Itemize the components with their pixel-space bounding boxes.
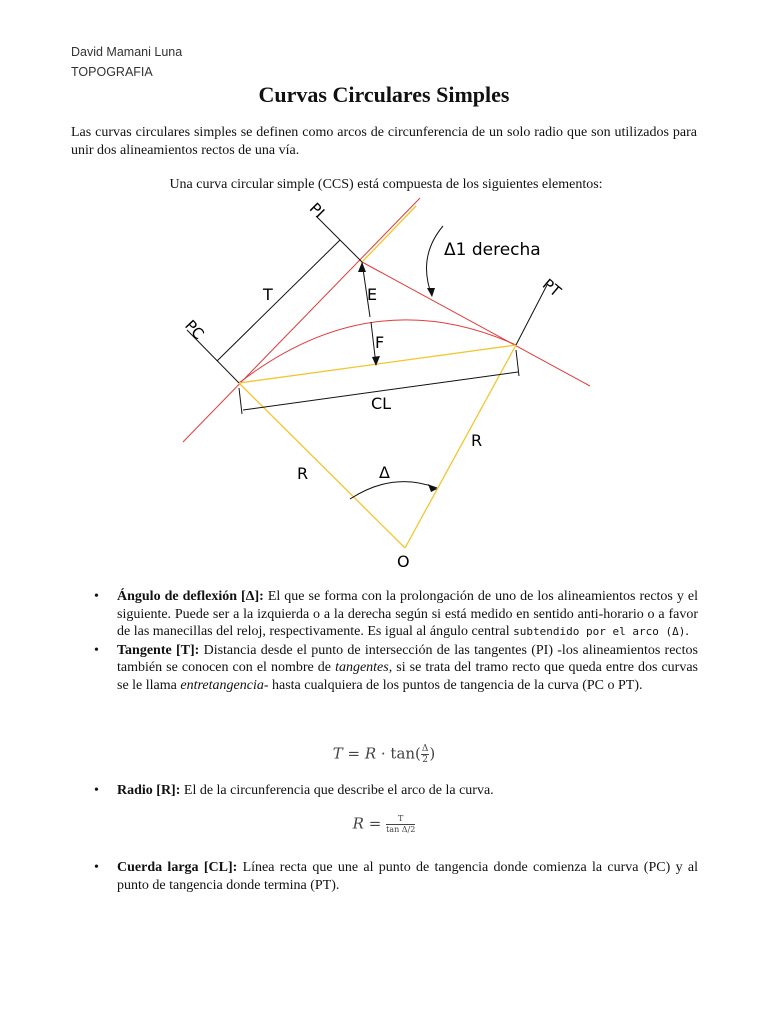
formula-t-num: Δ bbox=[421, 744, 429, 754]
radius-line-right bbox=[405, 345, 516, 548]
term-tangent: Tangente [T]: bbox=[117, 642, 200, 658]
deflection-label: Δ1 derecha bbox=[444, 240, 541, 260]
pt-leader bbox=[516, 285, 547, 345]
lead-sentence: Una curva circular simple (CCS) está compuesta de los siguientes elementos: bbox=[169, 177, 603, 192]
formula-r-num: T bbox=[386, 814, 415, 825]
delta-label: Δ bbox=[379, 463, 390, 482]
list-item-angle bbox=[94, 588, 698, 641]
t-dimension-line bbox=[217, 240, 340, 361]
bullet-dot: • bbox=[94, 589, 99, 604]
formula-t-lhs: T bbox=[332, 744, 343, 763]
deflection-arc bbox=[427, 226, 443, 296]
formula-t-r: R bbox=[364, 744, 377, 763]
deflection-arrowhead bbox=[427, 288, 435, 297]
angle-text-end: . bbox=[685, 624, 689, 639]
bullet-dot: • bbox=[94, 860, 99, 875]
formula-t-den: 2 bbox=[422, 755, 429, 765]
formula-t-close: ) bbox=[429, 744, 436, 763]
term-angle: Ángulo de deflexión [Δ]: bbox=[117, 589, 264, 604]
term-radius: Radio [R]: bbox=[117, 783, 181, 798]
angle-text: El que se forma con la prolongación de uno de los alineamientos rectos y el siguiente. Puede ser a la izquierda o a la derecha según si está medido en sentido anti-horario o a favor de las manecillas del reloj, respectivamente. Es igual al ángulo central bbox=[117, 589, 699, 639]
formula-t-tan: · tan( bbox=[376, 744, 421, 763]
tangent-formula bbox=[0, 744, 768, 765]
t-label: T bbox=[263, 285, 273, 304]
radius-label-right: R bbox=[471, 431, 483, 450]
bullet-list-2 bbox=[94, 782, 698, 800]
list-item-chord bbox=[94, 859, 698, 894]
formula-t-eq: = bbox=[342, 744, 365, 763]
term-chord: Cuerda larga [CL]: bbox=[117, 860, 238, 875]
cl-label: CL bbox=[371, 394, 392, 413]
tangent-em-1: tangentes bbox=[335, 660, 389, 675]
radius-formula bbox=[0, 814, 768, 835]
chord-text: Línea recta que une al punto de tangencia donde comienza la curva (PC) y al punto de tangencia donde termina (PT). bbox=[117, 860, 698, 893]
cl-tick-left bbox=[239, 388, 242, 414]
tangent-text-3: - hasta cualquiera de los puntos de tangencia de la curva (PC o PT). bbox=[263, 677, 643, 693]
tangent-em-2: entretangencia bbox=[180, 677, 264, 693]
list-item-tangent bbox=[94, 642, 698, 695]
tangent-extension-line bbox=[362, 206, 416, 262]
e-label: E bbox=[367, 285, 378, 304]
pt-label: PT bbox=[538, 275, 565, 301]
angle-text-tail: subtendido por el arco (Δ) bbox=[513, 625, 686, 638]
o-label: O bbox=[397, 552, 410, 571]
bullet-list-3 bbox=[94, 859, 698, 894]
list-item-radius bbox=[94, 782, 698, 800]
radius-label-left: R bbox=[297, 464, 309, 483]
intro-paragraph: Las curvas circulares simples se definen como arcos de circunferencia de un solo radio que son utilizados para unir dos alineamientos rectos de una vía. bbox=[71, 125, 697, 158]
pi-leader bbox=[316, 216, 362, 262]
formula-r-lhs: R bbox=[352, 814, 364, 833]
author-name: David Mamani Luna bbox=[71, 45, 183, 59]
bullet-dot: • bbox=[94, 783, 99, 798]
formula-r-den: tan Δ/2 bbox=[386, 825, 416, 834]
pi-label: PI bbox=[305, 199, 329, 222]
formula-r-fraction bbox=[386, 814, 415, 835]
central-angle-arc bbox=[350, 482, 437, 499]
bullet-list-1 bbox=[94, 588, 698, 694]
radius-text: El de la circunferencia que describe el arco de la curva. bbox=[180, 783, 494, 798]
tangent-text-1: Distancia desde el punto de intersección de las tangentes (PI) -los alineamientos rectos también se conocen con el nombre de bbox=[117, 642, 698, 675]
formula-r-eq: = bbox=[363, 814, 387, 833]
pc-label: PC bbox=[181, 316, 208, 344]
bullet-dot: • bbox=[94, 642, 99, 658]
page-title: Curvas Circulares Simples bbox=[258, 82, 510, 107]
subject-label: TOPOGRAFIA bbox=[71, 65, 153, 79]
f-label: F bbox=[375, 333, 385, 352]
tangent-text-2: , si se trata del tramo recto que queda entre dos curvas se le llama bbox=[117, 660, 698, 693]
